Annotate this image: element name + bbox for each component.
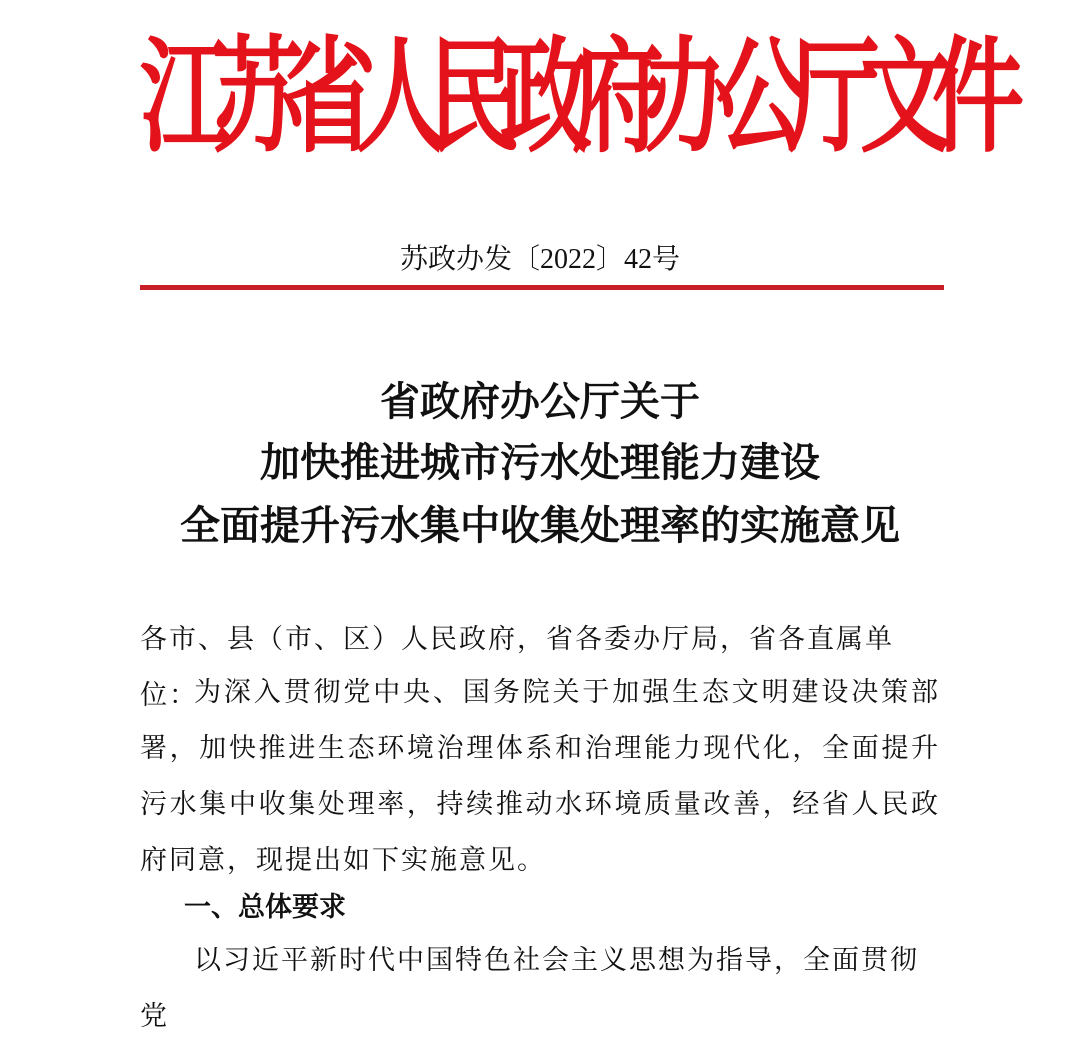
masthead-char: 办 bbox=[644, 24, 737, 170]
masthead-char: 江 bbox=[140, 24, 233, 170]
masthead-char: 公 bbox=[716, 24, 809, 170]
masthead-char: 厅 bbox=[788, 24, 881, 170]
document-title-line-1: 省政府办公厅关于 bbox=[380, 378, 700, 425]
masthead-char: 民 bbox=[428, 24, 521, 170]
document-number: 苏政办发〔2022〕42号 bbox=[399, 244, 680, 275]
masthead-char: 省 bbox=[284, 24, 377, 170]
masthead-char: 府 bbox=[572, 24, 665, 170]
intro-paragraph: 为深入贯彻党中央、国务院关于加强生态文明建设决策部署，加快推进生态环境治理体系和治理能力现代化，全面提升污水集中收集处理率，持续推动水环境质量改善，经省人民政府同意，现提出如下实施意见。 bbox=[140, 677, 940, 876]
masthead-title bbox=[140, 0, 1025, 198]
section-paragraph: 以习近平新时代中国特色社会主义思想为指导，全面贯彻党 bbox=[140, 945, 919, 1032]
masthead-char: 文 bbox=[860, 24, 953, 170]
addressee-line: 各市、县（市、区）人民政府，省各委办厅局，省各直属单位： bbox=[140, 624, 894, 711]
masthead-char: 苏 bbox=[212, 24, 305, 170]
masthead-char: 政 bbox=[500, 24, 593, 170]
document-title-line-3: 全面提升污水集中收集处理率的实施意见 bbox=[180, 502, 900, 549]
document-title-line-2: 加快推进城市污水处理能力建设 bbox=[260, 439, 820, 486]
masthead-char: 件 bbox=[932, 24, 1025, 170]
masthead-char: 人 bbox=[356, 24, 449, 170]
section-heading: 一、总体要求 bbox=[184, 892, 346, 923]
red-separator-line bbox=[140, 285, 944, 290]
